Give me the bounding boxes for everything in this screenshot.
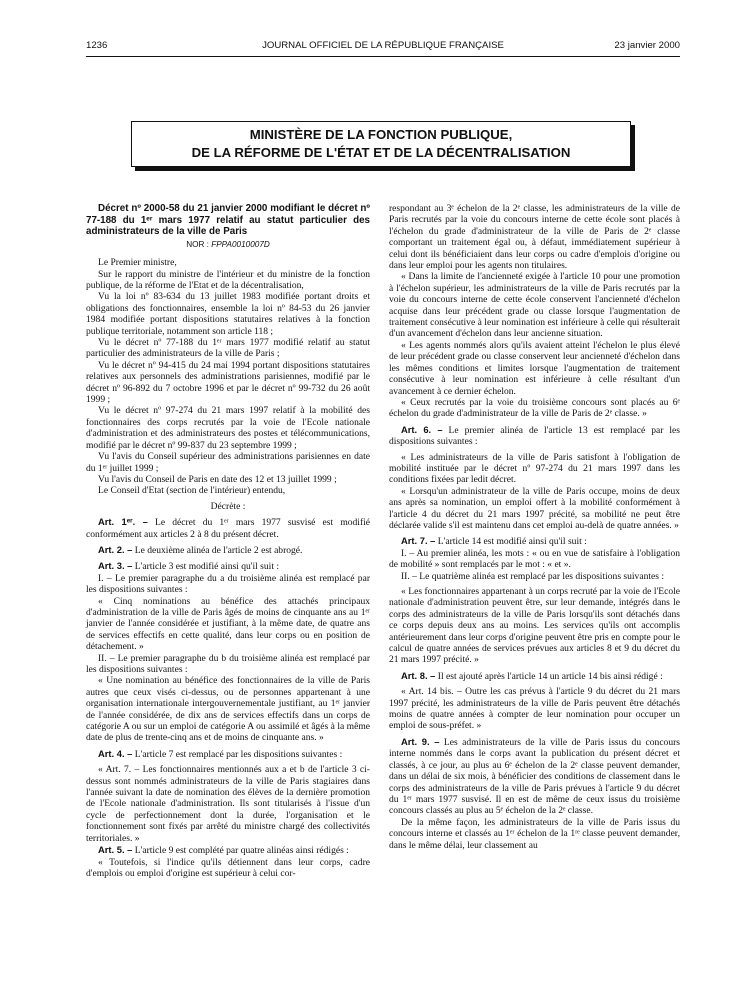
paragraph: Vu le décret nº 94-415 du 24 mai 1994 portant dispositions statutaires relatives aux personnels des administrations parisiennes, modifié par le décret nº 96-892 du 7 octobre 1996 et par le décret nº 99-732 du 26 août 1999 ; [86, 359, 370, 406]
nor-label: NOR : [186, 239, 209, 249]
paragraph: Le Conseil d'Etat (section de l'intérieur) entendu, [98, 485, 286, 497]
paragraph: I. – Au premier alinéa, les mots : « ou en vue de satisfaire à l'obligation de mobilité » sont remplacés par le mot : « et ». [389, 547, 680, 571]
paragraph: « Ceux recrutés par la voie du troisième concours sont placés au 6ᵉ échelon du grade d'administrateur de la ville de Paris de 2ᵉ classe. » [389, 396, 680, 420]
paragraph: « Cinq nominations au bénéfice des attachés principaux d'administration de la ville de Paris âgés de moins de cinquante ans au 1ᵉʳ janvier de l'année considérée et justifiant, à la même date, de quatre ans de services effectifs en cette qualité, dans leur corps ou en position de détachement. » [86, 595, 370, 653]
journal-title: JOURNAL OFFICIEL DE LA RÉPUBLIQUE FRANÇAISE [262, 40, 504, 51]
article-5: Art. 5. – L'article 9 est complété par quatre alinéas ainsi rédigés : [98, 844, 349, 857]
paragraph: Vu l'avis du Conseil de Paris en date des 12 et 13 juillet 1999 ; [98, 473, 337, 485]
article-label: Art. 8. – [401, 669, 436, 681]
paragraph: Vu le décret nº 97-274 du 21 mars 1997 relatif à la mobilité des fonctionnaires des corps recrutés par la voie de l'Ecole nationale d'administration et des administrateurs des postes et télécommunications, modifié par le décret nº 99-837 du 23 septembre 1999 ; [86, 405, 370, 451]
article-4: Art. 4. – L'article 7 est remplacé par les dispositions suivantes : [98, 747, 343, 760]
article-7: Art. 7. – L'article 14 est modifié ainsi qu'il suit : [401, 535, 587, 548]
article-6: Art. 6. – Le premier alinéa de l'article 13 est remplacé par les dispositions suivantes : [389, 423, 681, 448]
article-2: Art. 2. – Le deuxième alinéa de l'article 2 est abrogé. [98, 543, 303, 556]
paragraph: Vu l'avis du Conseil supérieur des administrations parisiennes en date du 1ᵉʳ juillet 1999 ; [86, 451, 370, 474]
article-1: Art. 1ᵉʳ. – Le décret du 1ᵉʳ mars 1977 susvisé est modifié conformément aux articles 2 à 8 du présent décret. [86, 516, 371, 540]
article-label: Art. 3. – [98, 560, 133, 572]
article-label: Art. 7. – [401, 535, 436, 547]
nor-code: FPPA0010007D [211, 239, 270, 249]
paragraph: respondant au 3ᵉ échelon de la 2ᵉ classe, les administrateurs de la ville de Paris recrutés par la voie du concours interne de cette école sont placés à l'échelon du grade d'administrateur de la ville de Paris de 2ᵉ classe comportant un traitement égal ou, à défaut, immédiatement supérieur à celui dont ils bénéficiaient dans leur corps ou cadre d'emplois d'origine ou dans leur emploi pour les agents non titulaires. [389, 203, 680, 272]
ministry-line-1: MINISTÈRE DE LA FONCTION PUBLIQUE, [249, 127, 513, 142]
article-label: Art. 5. – [98, 844, 133, 856]
article-label: Art. 2. – [98, 543, 133, 555]
paragraph: Vu le décret nº 77-188 du 1ᵉʳ mars 1977 modifié relatif au statut particulier des administrateurs de la ville de Paris ; [86, 337, 370, 360]
paragraph: « Les fonctionnaires appartenant à un corps recruté par la voie de l'Ecole nationale d'administration peuvent être, sur leur demande, intégrés dans le corps des administrateurs de la ville de Paris lorsqu'ils sont détachés dans ce corps depuis deux ans au moins. Les services qu'ils ont accomplis antérieurement dans leur corps d'origine peuvent être pris en compte pour le calcul de quatre années de services prévues aux articles 8 et 9 du décret du 21 mars 1997 précité. » [389, 586, 680, 666]
article-9: Art. 9. – Les administrateurs de la ville de Paris issus du concours interne nommés dans le corps avant la publication du présent décret et classés, à ce jour, au plus au 6ᵉ échelon de la 2ᵉ classe peuvent demander, dans un délai de six mois, à bénéficier des conditions de classement dans le corps des administrateurs de la ville de Paris prévues à l'article 9 du décret du 1ᵉʳ mars 1977 susvisé. Il en est de même de ceux issus du troisième concours classés au plus au 5ᵉ échelon de la 2ᵉ classe. [389, 735, 680, 817]
article-3: Art. 3. – L'article 3 est modifié ainsi qu'il suit : [98, 560, 280, 573]
paragraph: « Les administrateurs de la ville de Paris satisfont à l'obligation de mobilité instituée par le décret nº 97-274 du 21 mars 1997 dans les conditions fixées par ledit décret. [389, 451, 680, 486]
paragraph: « Lorsqu'un administrateur de la ville de Paris occupe, moins de deux ans après sa nomination, un emploi offert à la mobilité conformément à l'article 4 du décret du 21 mars 1997 précité, sa mobilité ne peut être déclarée valide s'il est maintenu dans cet emploi au-delà de quatre années. » [389, 485, 680, 531]
decree-title: Décret nº 2000-58 du 21 janvier 2000 modifiant le décret nº 77-188 du 1ᵉʳ mars 1977 relatif au statut particulier des administrateurs de la ville de Paris [86, 203, 370, 238]
paragraph: I. – Le premier paragraphe du a du troisième alinéa est remplacé par les dispositions suivantes : [86, 572, 370, 596]
paragraph: « Dans la limite de l'ancienneté exigée à l'article 10 pour une promotion à l'échelon supérieur, les administrateurs de la ville de Paris recrutés par la voie du concours interne de cette école conservent l'ancienneté d'échelon acquise dans leur précédent grade ou classe lorsque l'augmentation de traitement consécutive à leur nomination est inférieure à celle qui résulterait d'un avancement d'échelon dans leur ancienne situation. [389, 271, 680, 340]
article-label: Art. 9. – [401, 735, 440, 747]
page-header [86, 40, 680, 54]
paragraph: « Une nomination au bénéfice des fonctionnaires de la ville de Paris autres que ceux visés ci-dessus, ou de personnes appartenant à une organisation internationale intergouvernementale justifiant, au 1ᵉʳ janvier de l'année considérée, de dix ans de services effectifs dans un corps de catégorie A ou sur un emploi de catégorie A ou assimilé et âgés à la même date de plus de trente-cinq ans et de moins de cinquante ans. » [86, 675, 370, 744]
article-label: Art. 6. – [401, 423, 443, 435]
paragraph: Le Premier ministre, [98, 257, 177, 269]
ministry-box [131, 121, 631, 167]
article-label: Art. 4. – [98, 747, 133, 759]
paragraph: II. – Le quatrième alinéa est remplacé par les dispositions suivantes : [401, 570, 664, 582]
paragraph: II. – Le premier paragraphe du b du troisième alinéa est remplacé par les dispositions suivantes : [86, 652, 370, 675]
ministry-line-2: DE LA RÉFORME DE L'ÉTAT ET DE LA DÉCENTRALISATION [191, 145, 571, 160]
nor-reference [86, 239, 370, 250]
paragraph: « Toutefois, si l'indice qu'ils détiennent dans leur corps, cadre d'emplois ou emploi d'origine est supérieur à celui cor- [86, 856, 370, 879]
paragraph: « Art. 14 bis. – Outre les cas prévus à l'article 9 du décret du 21 mars 1997 précité, les administrateurs de la ville de Paris peuvent être détachés moins de quatre années à compter de leur nomination pour occuper un emploi de sous-préfet. » [389, 686, 680, 732]
paragraph: « Art. 7. – Les fonctionnaires mentionnés aux a et b de l'article 3 ci-dessus sont nommés administrateurs de la ville de Paris stagiaires dans l'année suivant la date de nomination des élèves de la dernière promotion de l'Ecole nationale d'administration. Ils sont titularisés à l'issue d'un cycle de perfectionnement dont la durée, l'organisation et le fonctionnement sont fixés par arrêté du ministre chargé des collectivités territoriales. » [86, 764, 370, 844]
paragraph: Sur le rapport du ministre de l'intérieur et du ministre de la fonction publique, de la réforme de l'Etat et de la décentralisation, [86, 268, 370, 291]
decrete-heading: Décrète : [210, 500, 246, 512]
header-rule [86, 56, 680, 57]
page-number: 1236 [86, 40, 108, 51]
left-column [86, 203, 370, 879]
article-label: Art. 1ᵉʳ. – [98, 516, 148, 528]
issue-date: 23 janvier 2000 [614, 40, 680, 51]
paragraph: Vu la loi nº 83-634 du 13 juillet 1983 modifiée portant droits et obligations des fonctionnaires, ensemble la loi nº 84-53 du 26 janvier 1984 modifiée portant dispositions statutaires relatives à la fonction publique territoriale, notamment son article 118 ; [86, 291, 370, 337]
paragraph: De la même façon, les administrateurs de la ville de Paris issus du concours interne et classés au 1ᵉʳ échelon de la 1ʳᵉ classe peuvent demander, dans le même délai, leur classement au [389, 816, 680, 851]
paragraph: « Les agents nommés alors qu'ils avaient atteint l'échelon le plus élevé de leur précédent grade ou classe conservent leur ancienneté d'échelon dans les mêmes conditions et limites lorsque l'augmentation de traitement consécutive à leur nomination est inférieure à celle résultant d'un avancement à ce dernier échelon. [389, 339, 680, 397]
right-column [389, 203, 680, 851]
article-8: Art. 8. – Il est ajouté après l'article 14 un article 14 bis ainsi rédigé : [401, 669, 663, 682]
